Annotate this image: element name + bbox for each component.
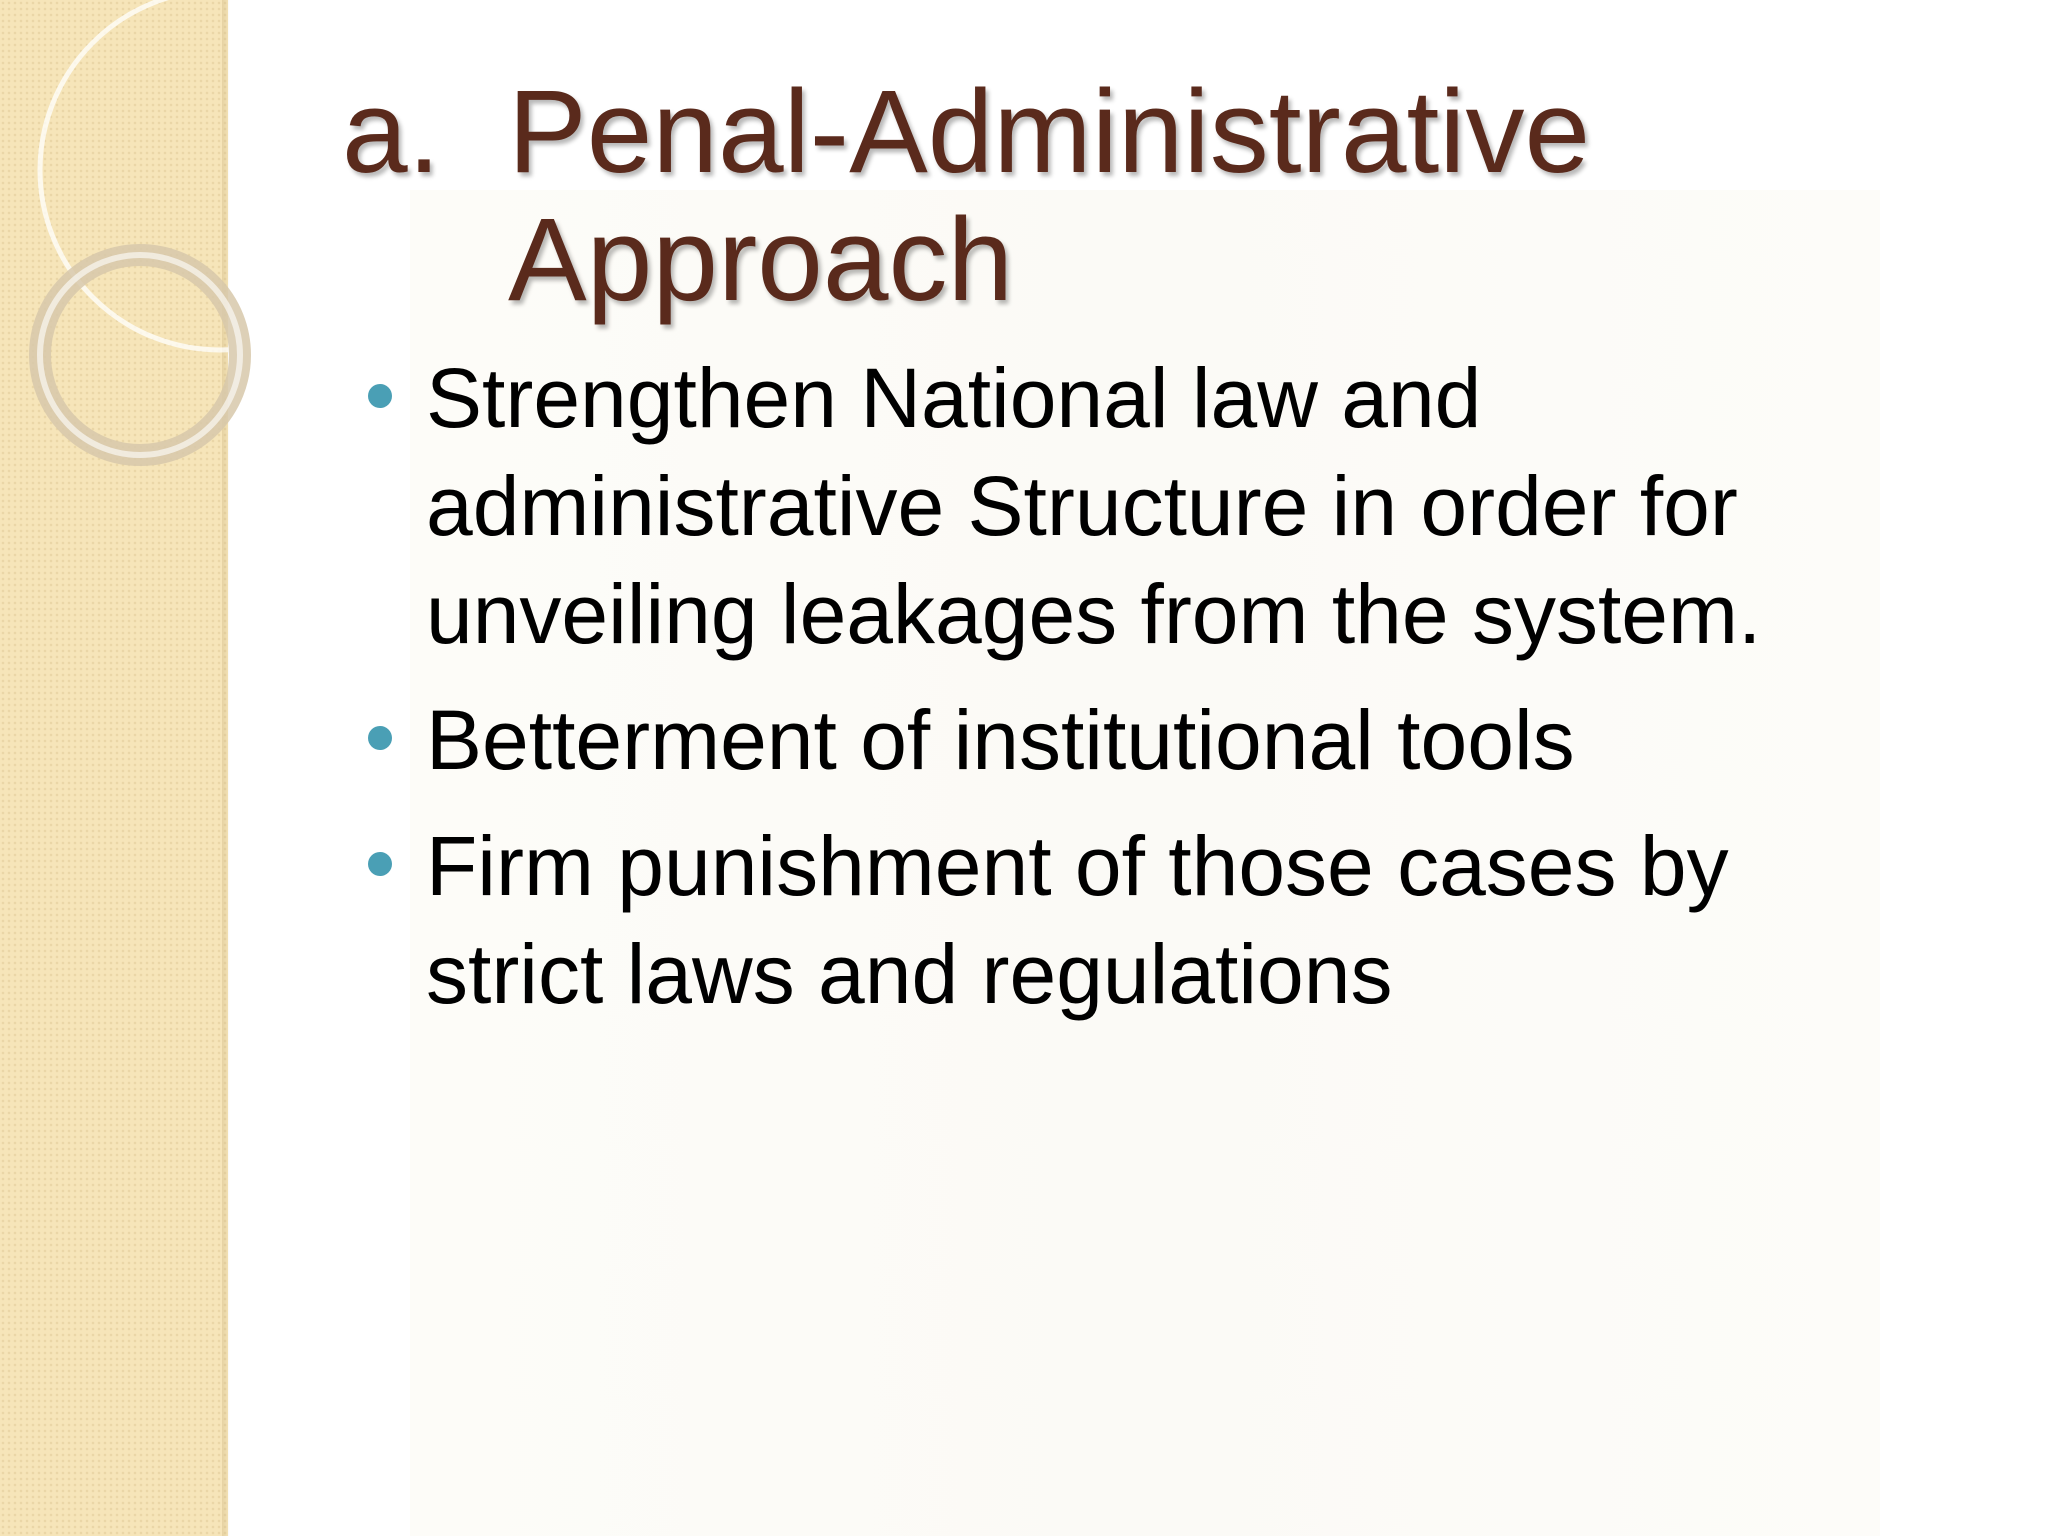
bullet-text: Strengthen National law and administrative Structure in order for unveiling leakages from the system.	[426, 351, 1762, 661]
decorative-rings-graphic	[0, 0, 260, 520]
bullet-dot-icon	[368, 852, 392, 876]
title-list-marker: a.	[342, 66, 441, 198]
title-text: Penal-Administrative Approach	[508, 66, 1591, 326]
bullet-dot-icon	[368, 726, 392, 750]
bullet-text: Firm punishment of those cases by strict laws and regulations	[426, 819, 1729, 1021]
bullet-dot-icon	[368, 384, 392, 408]
bullet-list	[362, 344, 1922, 1046]
bullet-text: Betterment of institutional tools	[426, 693, 1575, 787]
slide-title	[342, 68, 1942, 324]
bullet-item	[362, 686, 1922, 794]
bullet-item	[362, 344, 1922, 668]
small-ring-inner	[40, 255, 240, 455]
bullet-item	[362, 812, 1922, 1028]
